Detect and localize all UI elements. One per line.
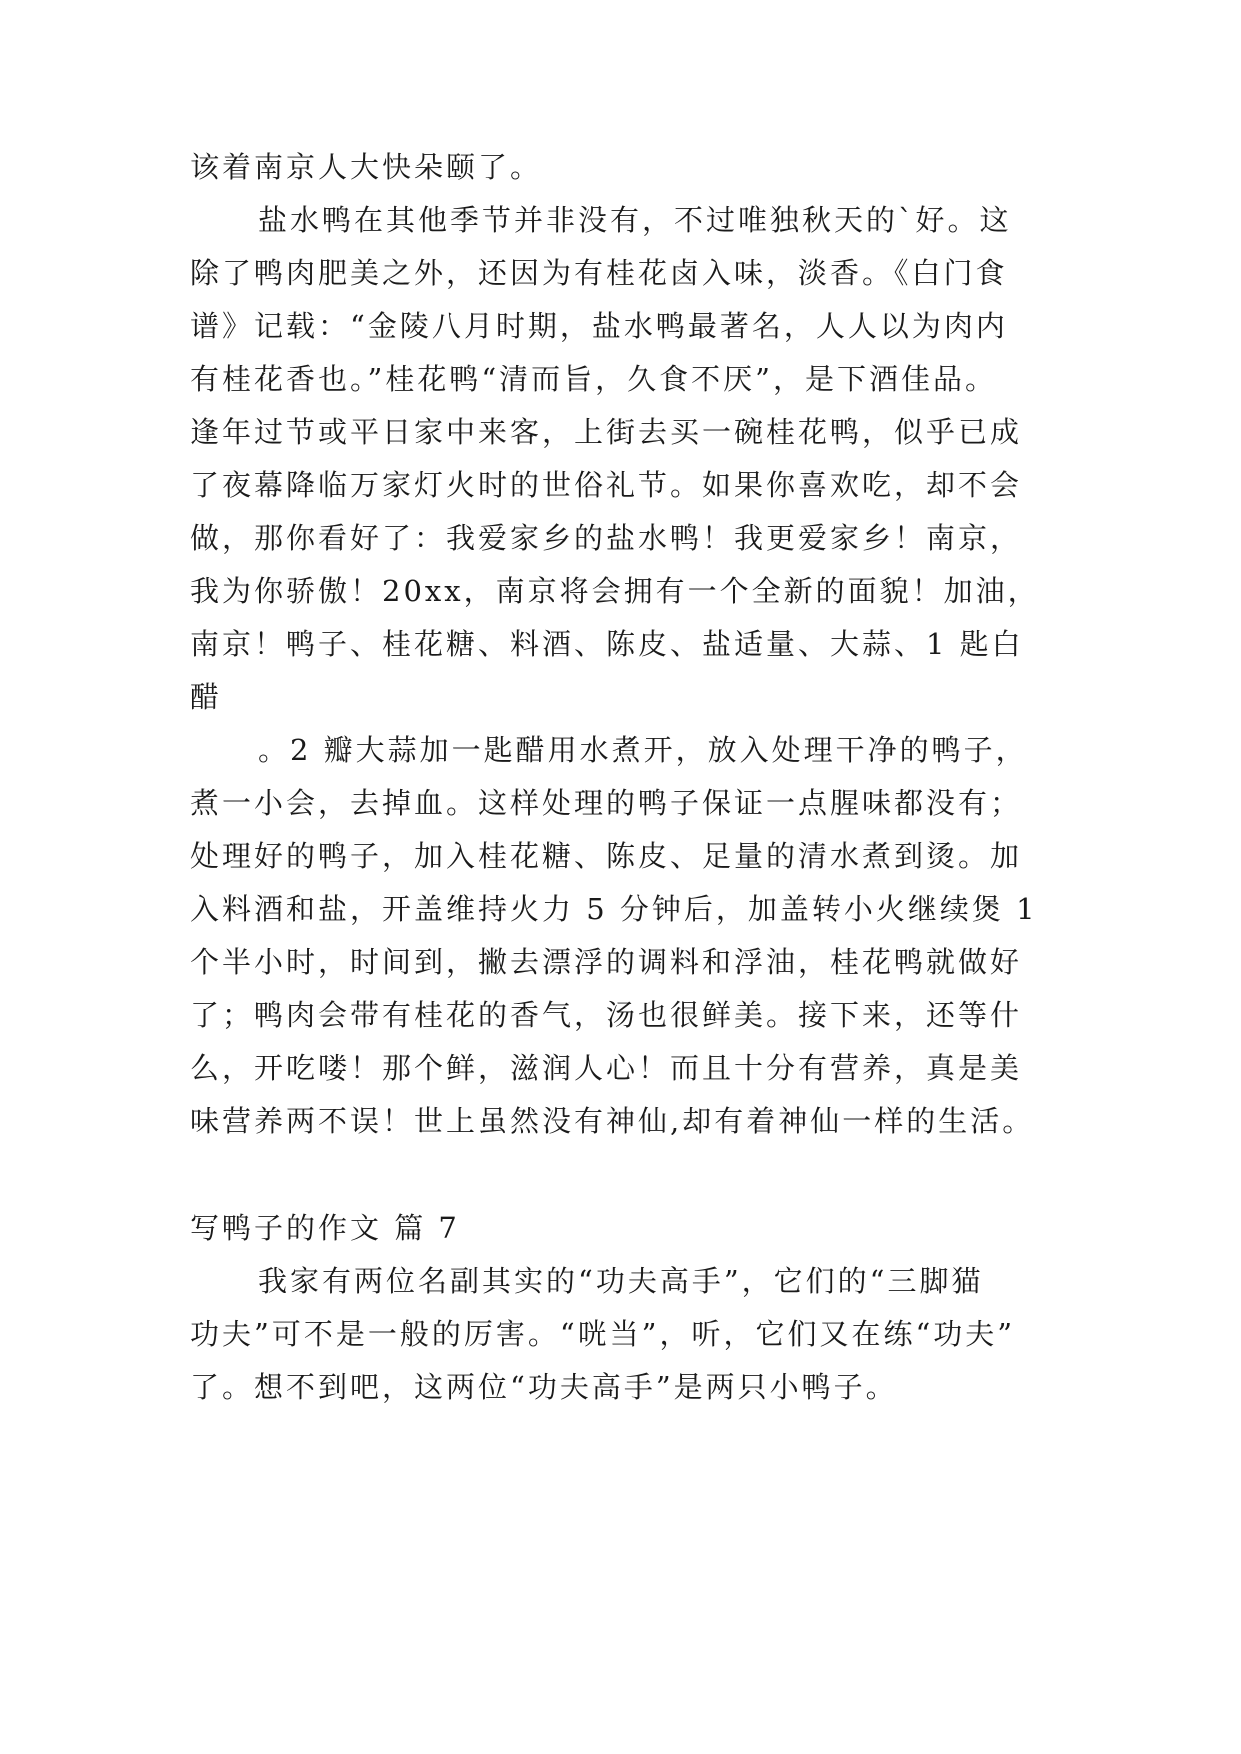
text-line: 了；鸭肉会带有桂花的香气，汤也很鲜美。接下来，还等什 <box>190 998 1023 1032</box>
text-line: 该着南京人大快朵颐了。 <box>190 150 543 184</box>
section-heading: 写鸭子的作文 篇 7 <box>190 1211 460 1245</box>
text-line: 个半小时，时间到，撇去漂浮的调料和浮油，桂花鸭就做好 <box>190 945 1023 979</box>
text-line: 入料酒和盐，开盖维持火力 5 分钟后，加盖转小火继续煲 1 <box>190 892 1038 926</box>
text-line: 除了鸭肉肥美之外，还因为有桂花卤入味，淡香。《白门食 <box>190 256 1008 290</box>
text-line: 醋 <box>190 680 223 714</box>
text-line: 功夫”可不是一般的厉害。“咣当”，听，它们又在练“功夫” <box>190 1317 1016 1351</box>
text-line: 煮一小会，去掉血。这样处理的鸭子保证一点腥味都没有； <box>190 786 1023 820</box>
paragraph-first-line: 盐水鸭在其他季节并非没有，不过唯独秋天的`好。这 <box>258 203 1012 237</box>
text-line: 南京！鸭子、桂花糖、料酒、陈皮、盐适量、大蒜、1 匙白 <box>190 627 1024 661</box>
paragraph-first-line: 我家有两位名副其实的“功夫高手”，它们的“三脚猫 <box>258 1264 984 1298</box>
text-line: 么，开吃喽！那个鲜，滋润人心！而且十分有营养，真是美 <box>190 1051 1023 1085</box>
text-line: 我为你骄傲！20xx，南京将会拥有一个全新的面貌！加油， <box>190 574 1040 608</box>
text-line: 味营养两不误！世上虽然没有神仙,却有着神仙一样的生活。 <box>190 1104 1035 1138</box>
text-line: 谱》记载：“金陵八月时期，盐水鸭最著名，人人以为肉内 <box>190 309 1008 343</box>
text-line: 做，那你看好了：我爱家乡的盐水鸭！我更爱家乡！南京， <box>190 521 1023 555</box>
text-line: 了夜幕降临万家灯火时的世俗礼节。如果你喜欢吃，却不会 <box>190 468 1023 502</box>
text-line: 有桂花香也。”桂花鸭“清而旨，久食不厌”，是下酒佳品。 <box>190 362 997 396</box>
text-line: 处理好的鸭子，加入桂花糖、陈皮、足量的清水煮到烫。加 <box>190 839 1023 873</box>
paragraph-first-line: 。2 瓣大蒜加一匙醋用水煮开，放入处理干净的鸭子， <box>258 733 1028 767</box>
text-line: 逢年过节或平日家中来客，上街去买一碗桂花鸭，似乎已成 <box>190 415 1023 449</box>
text-line: 了。想不到吧，这两位“功夫高手”是两只小鸭子。 <box>190 1370 898 1404</box>
